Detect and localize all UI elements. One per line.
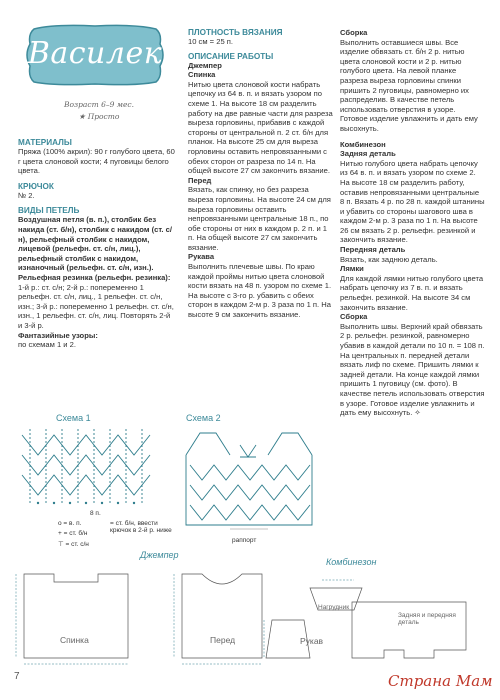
heading-hook: КРЮЧОК <box>18 181 54 191</box>
scheme1-rapport: 8 п. <box>90 510 101 517</box>
assembly1-text: Выполнить оставшиеся швы. Все изделие обвязать ст. б/н 2 р. нитью цвета слоновой кости и 2 р. нитью голубого цвета. На левой планке разреза выреза горловины спинки пришить 2 пуговицы, равномерно их распределив. В качестве петель использовать отверстия в узоре. Готовое изделие увлажнить и дать ему высохнуть. <box>340 37 478 133</box>
jumper-heading: Джемпер <box>188 60 222 70</box>
age-label: Возраст 6–9 мес. <box>63 100 134 109</box>
label-back-front: Задняя и передняя деталь <box>398 612 456 626</box>
scheme1-label: Схема 1 <box>56 413 91 423</box>
heading-gauge: ПЛОТНОСТЬ ВЯЗАНИЯ <box>188 28 283 37</box>
fancy-text: по схемам 1 и 2. <box>18 340 76 350</box>
back-heading: Спинка <box>188 70 216 80</box>
scheme2-label: Схема 2 <box>186 413 221 423</box>
column-jumper <box>188 28 333 320</box>
straps-text: Для каждой лямки нитью голубого цвета набрать цепочку из 7 в. п. и вязать рельефн. резинкой. На высоте 34 см закончить вязание. <box>340 273 484 312</box>
overall-heading: Комбинезон <box>340 139 386 149</box>
back-part-heading: Задняя деталь <box>340 149 396 159</box>
front-part-heading: Передняя деталь <box>340 245 406 255</box>
jumper-diagram-label: Джемпер <box>140 550 179 560</box>
column-materials <box>18 138 176 350</box>
label-back: Спинка <box>60 635 89 645</box>
gauge-text: 10 см = 25 п. <box>188 37 234 46</box>
column-overall <box>340 28 485 418</box>
heading-stitches: ВИДЫ ПЕТЕЛЬ <box>18 206 80 216</box>
watermark-logo: Страна Мам <box>388 672 493 690</box>
legend-dc: ⊤ = ст. с/н <box>58 541 89 548</box>
straps-heading: Лямки <box>340 264 364 274</box>
front-text: Вязать, как спинку, но без разреза выреза горловины. На высоте 24 см для выреза горловины оставить непровязанными центральные 18 п., по обе стороны от них в каждом р. 2 п. и 1 п. На общей высоте 27 см закончить вязание. <box>188 185 331 252</box>
fancy-heading: Фантазийные узоры: <box>18 330 98 340</box>
legend-note: = ст. б/н, ввести крючок в 2-й р. ниже <box>110 520 172 534</box>
front-heading: Перед <box>188 175 212 185</box>
difficulty-label: ★ Просто <box>78 112 120 121</box>
sleeves-heading: Рукава <box>188 252 215 262</box>
overall-diagram-label: Комбинезон <box>326 557 377 567</box>
assembly2-text: Выполнить швы. Верхний край обвязать 2 р. рельефн. резинкой, равномерно убавив в каждой детали по 10 п. = 108 п. На центральных п. передней детали вязать лиф по схеме. Пришить лямки к задней детали. На конце каждой лямки пришить 1 пуговицу (см. фото). В качестве петель использовать отверстия в узоре. Готовое изделие увлажнить и дать ему высохнуть. ✧ <box>340 321 485 418</box>
label-sleeve: Рукав <box>300 636 324 646</box>
heading-materials: МАТЕРИАЛЫ <box>18 138 72 147</box>
rib-text: 1-й р.: ст. с/н; 2-й р.: попеременно 1 рельефн. ст. с/н, лиц., 1 рельефн. ст. с/н, изн.; 3-й р.: попеременно 1 рельефн. ст. с/н, изн., 1 рельефн. ст. с/н, лиц. Повторять 2-й и 3-й р. <box>18 282 174 330</box>
pattern-title: Василек <box>27 36 163 71</box>
legend-chain: о = в. п. <box>58 520 82 527</box>
hook-text: № 2. <box>18 190 35 200</box>
assembly1-heading: Сборка <box>340 28 368 37</box>
front-part-text: Вязать, как заднюю деталь. <box>340 254 438 264</box>
back-part-text: Нитью голубого цвета набрать цепочку из 64 в. п. и вязать узором по схеме 2. На высоте 18 см разделить работу, оставив непровязанными центральные 8 п. Вязать 4 р. по 28 п. каждой штанины и убавить со стороны шагового шва в каждом 2-м р. 3 раза по 1 п. На высоте 26 см вязать 2 р. рельефн. резинкой и закончить вязание. <box>340 158 485 245</box>
back-text: Нитью цвета слоновой кости набрать цепочку из 64 в. п. и вязать узором по схеме 1. На высоте 18 см разделить работу на две равные части для разреза выреза горловины, прибавив с каждой стороны от центральной п. 2 ст. б/н для планок. На высоте 25 см для выреза горловины оставить непровязанными с обеих сторон от разреза по 14 п. На общей высоте 27 см закончить вязание. <box>188 79 333 176</box>
heading-description: ОПИСАНИЕ РАБОТЫ <box>188 51 274 61</box>
rib-heading: Рельефная резинка (рельефн. резинка): <box>18 272 171 282</box>
sleeves-text: Выполнить плечевые швы. По краю каждой проймы нитью цвета слоновой кости вязать на 48 п. узором по схеме 1. На высоте с 3-го р. убавить с обеих сторон в каждом 2-м р. 3 раза по 1 п. На высоте 9 см закончить вязание. <box>188 262 332 320</box>
scheme1-chart <box>18 425 156 510</box>
assembly2-heading: Сборка <box>340 312 368 322</box>
scheme2-rapport: раппорт <box>232 537 257 544</box>
label-front: Перед <box>210 635 236 645</box>
stitches-text: Воздушная петля (в. п.), столбик без накида (ст. б/н), столбик с накидом (ст. с/н), рельефный столбик с накидом, лицевой (рельефн. ст. с/н, лиц.), рельефный столбик с накидом, изнаночный (рельефн. ст. с/н, изн.). <box>18 215 172 273</box>
page-number: 7 <box>14 671 20 682</box>
label-bib: Нагрудник <box>318 604 350 611</box>
materials-text: Пряжа (100% акрил): 90 г голубого цвета, 60 г цвета слоновой кости; 4 пуговицы белого цвета. <box>18 147 175 176</box>
scheme2-chart <box>180 425 318 535</box>
title-badge <box>24 24 166 86</box>
legend-sc: + = ст. б/н <box>58 530 88 537</box>
